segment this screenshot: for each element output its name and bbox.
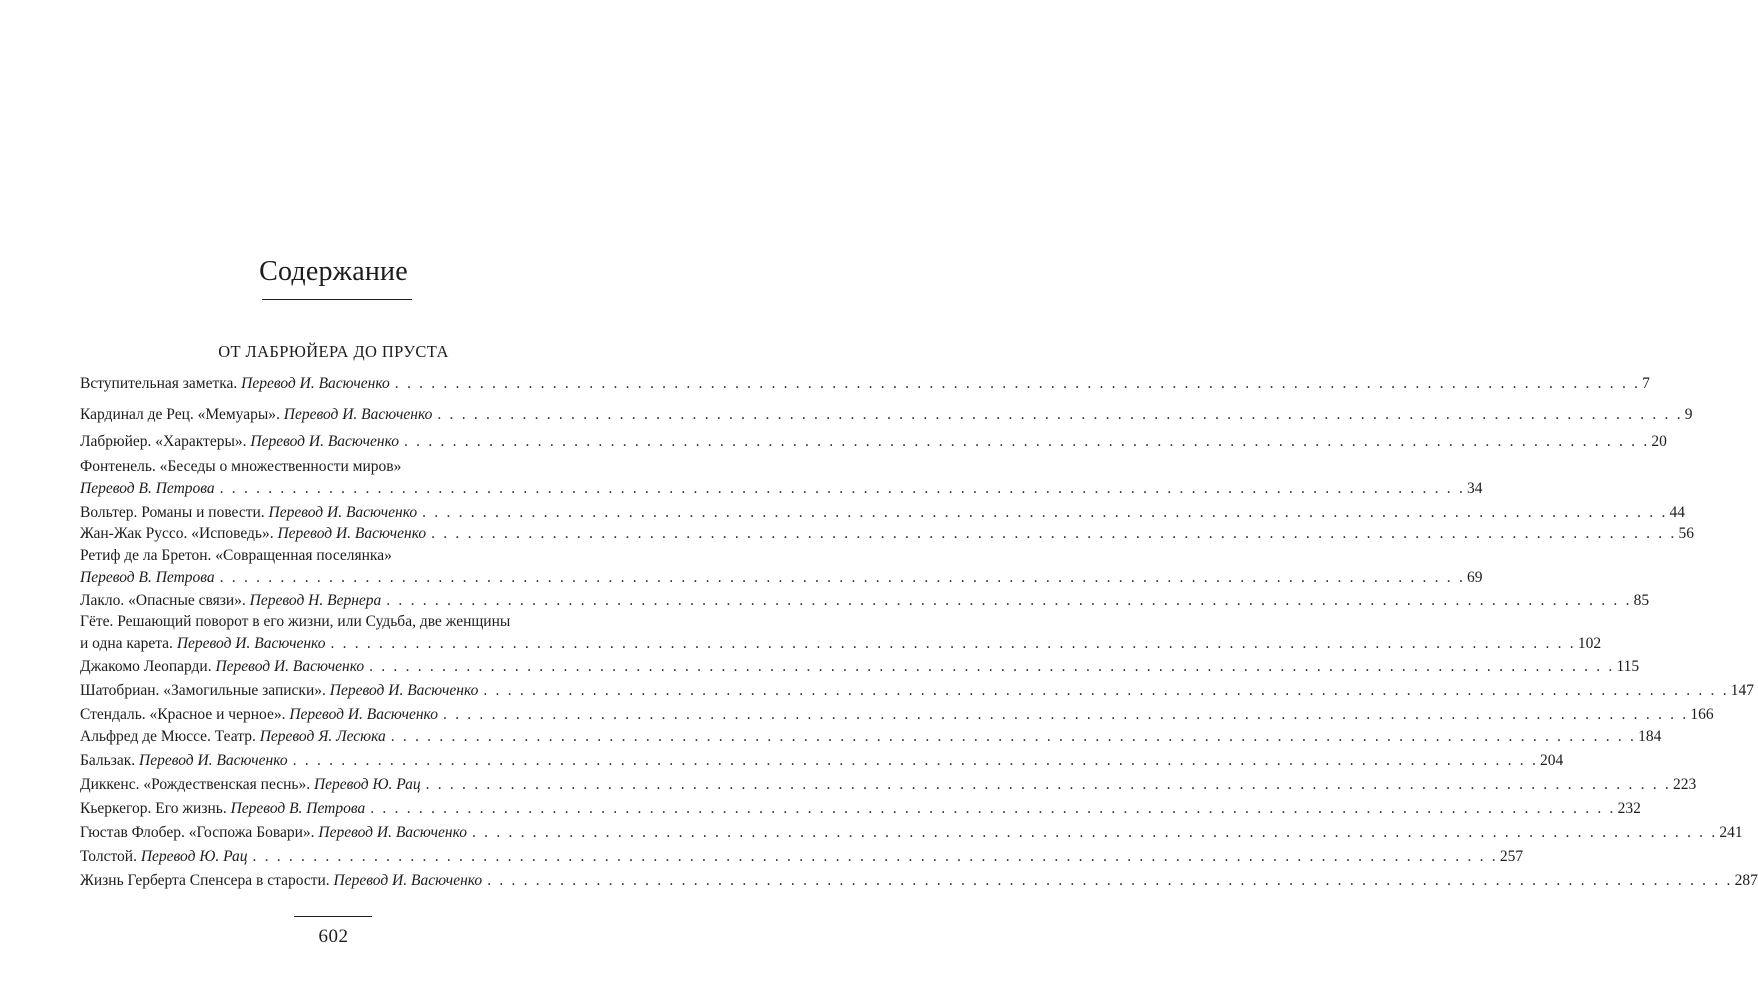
entry-translator: Перевод Ю. Рац [313,776,421,793]
entry-page-number: 287 [1734,872,1758,889]
dot-leader [369,656,1614,678]
entry-page-number: 223 [1672,776,1697,793]
toc-entry[interactable] [80,704,1714,726]
dot-leader [472,822,1717,844]
entry-page-number: 232 [1617,800,1641,817]
entry-title: Вольтер. Романы и повести. [80,504,269,521]
entry-translator: Перевод В. Петрова [80,569,215,586]
dot-leader [437,404,1682,426]
dot-leader [391,726,1636,748]
entry-translator: Перевод И. Васюченко [250,433,400,450]
entry-translator: Перевод И. Васюченко [215,658,365,675]
entry-title: Кардинал де Рец. «Мемуары». [80,406,284,423]
entry-translator: Перевод В. Петрова [80,480,215,497]
entry-title: Вступительная заметка. [80,375,242,392]
toc-entry[interactable] [80,750,1564,772]
entry-page-number: 69 [1467,569,1483,586]
entry-page-number: 102 [1577,635,1602,652]
dot-leader [330,633,1575,655]
dot-leader [483,680,1728,702]
entry-page-number: 257 [1499,848,1524,865]
toc-entry[interactable] [80,431,1667,453]
toc-entry[interactable] [80,404,1693,426]
entry-translator: Перевод И. Васюченко [241,375,390,392]
entry-page-number: 184 [1638,728,1662,745]
toc-entry[interactable] [80,456,1483,500]
entry-page-number: 44 [1669,504,1686,521]
entry-page-number: 85 [1633,592,1650,609]
toc-entry[interactable] [80,545,1483,589]
page-title: Содержание [259,256,408,287]
entry-title: Фонтенель. «Беседы о множественности миров» [80,458,402,475]
dot-leader [431,523,1676,545]
dot-leader [422,502,1667,524]
entry-title: Толстой. [80,848,141,865]
toc-entry[interactable] [80,611,1602,655]
toc-entry[interactable] [80,822,1743,844]
dot-leader [293,750,1538,772]
title-underline [262,299,412,300]
toc-entry[interactable] [80,502,1686,524]
toc-entry[interactable] [80,590,1650,612]
entry-translator: Перевод И. Васюченко [176,635,326,652]
entry-translator: Перевод В. Петрова [230,800,366,817]
dot-leader [426,774,1671,796]
entry-title: Жизнь Герберта Спенсера в старости. [80,872,334,889]
entry-page-number: 204 [1540,752,1564,769]
entry-page-number: 56 [1678,525,1694,542]
entry-page-number: 9 [1684,406,1693,423]
entry-title: Ретиф де ла Бретон. «Совращенная поселянка» [80,547,392,564]
entry-translator: Перевод И. Васюченко [333,872,483,889]
entry-translator: Перевод И. Васюченко [329,682,479,699]
entry-title: Кьеркегор. Его жизнь. [80,800,231,817]
entry-page-number: 166 [1690,706,1714,723]
entry-translator: Перевод И. Васюченко [283,406,433,423]
entry-page-number: 34 [1467,480,1483,497]
toc-entry[interactable] [80,523,1694,545]
folio-rule [294,916,372,917]
entry-title: Бальзак. [80,752,140,769]
dot-leader [370,798,1615,820]
dot-leader [386,590,1631,612]
toc-entry[interactable] [80,680,1755,702]
entry-title-continued: и одна карета. [80,635,177,652]
entry-title: Альфред де Мюссе. Театр. [80,728,260,745]
entry-title: Шатобриан. «Замогильные записки». [80,682,330,699]
entry-translator: Перевод И. Васюченко [318,824,468,841]
entry-title: Жан-Жак Руссо. «Исповедь». [80,525,278,542]
entry-title: Стендаль. «Красное и черное». [80,706,290,723]
entry-title: Гёте. Решающий поворот в его жизни, или Судьба, две женщины [80,613,511,630]
toc-entry[interactable] [80,726,1662,748]
entry-translator: Перевод Ю. Рац [140,848,248,865]
entry-translator: Перевод И. Васюченко [289,706,438,723]
toc-entry[interactable] [80,870,1758,892]
dot-leader [404,431,1649,453]
page-number: 602 [318,926,349,947]
dot-leader [220,478,1465,500]
entry-translator: Перевод Я. Лесюка [259,728,386,745]
entry-page-number: 241 [1719,824,1743,841]
entry-translator: Перевод Н. Вернера [249,592,382,609]
entry-page-number: 147 [1730,682,1755,699]
entry-title: Джакомо Леопарди. [80,658,216,675]
entry-title: Лабрюйер. «Характеры». [80,433,251,450]
dot-leader [220,567,1465,589]
entry-title: Лакло. «Опасные связи». [80,592,250,609]
entry-page-number: 115 [1616,658,1640,675]
dot-leader [395,373,1640,395]
toc-entry[interactable] [80,846,1524,868]
entry-title: Диккенс. «Рождественская песнь». [80,776,314,793]
toc-entry[interactable] [80,656,1640,678]
entry-translator: Перевод И. Васюченко [268,504,418,521]
section-heading: ОТ ЛАБРЮЙЕРА ДО ПРУСТА [218,342,449,361]
dot-leader [487,870,1732,892]
entry-title: Гюстав Флобер. «Госпожа Бовари». [80,824,319,841]
entry-translator: Перевод И. Васюченко [139,752,288,769]
entry-page-number: 20 [1651,433,1667,450]
entry-page-number: 7 [1642,375,1650,392]
dot-leader [443,704,1688,726]
toc-entry[interactable] [80,798,1641,820]
toc-entry[interactable] [80,774,1697,796]
entry-translator: Перевод И. Васюченко [277,525,427,542]
dot-leader [252,846,1497,868]
toc-entry[interactable] [80,373,1650,395]
